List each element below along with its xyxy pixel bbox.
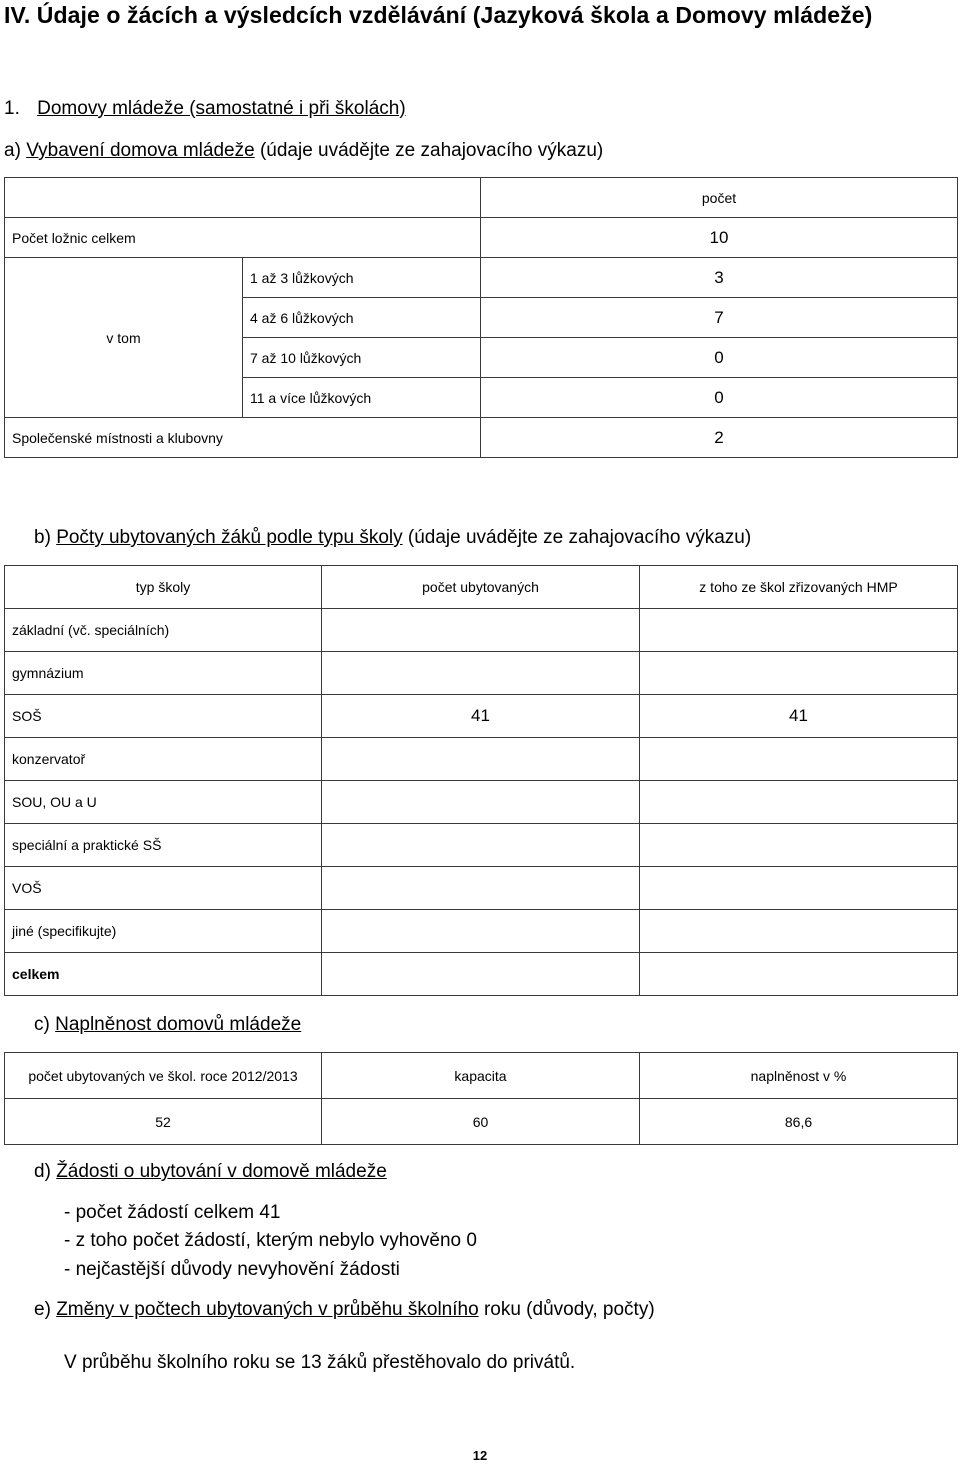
table-row bbox=[5, 781, 958, 824]
hmp-cell bbox=[640, 652, 958, 695]
hmp-cell bbox=[640, 781, 958, 824]
occupancy-value: 86,6 bbox=[640, 1099, 958, 1145]
section-e-text: V průběhu školního roku se 13 žáků přestěhovalo do privátů. bbox=[64, 1352, 576, 1373]
social-rooms-label: Společenské místnosti a klubovny bbox=[5, 418, 481, 458]
section-a-heading bbox=[4, 140, 603, 162]
applications-total: - počet žádostí celkem 41 bbox=[64, 1202, 281, 1223]
beds-1-3-label: 1 až 3 lůžkových bbox=[243, 258, 481, 298]
section-e-suffix: roku (důvody, počty) bbox=[483, 1299, 655, 1320]
table-row bbox=[5, 824, 958, 867]
social-rooms-value: 2 bbox=[481, 418, 958, 458]
section-e-prefix: e) bbox=[34, 1299, 51, 1320]
hmp-cell bbox=[640, 910, 958, 953]
school-type-total-cell: celkem bbox=[5, 953, 322, 996]
beds-7-10-label: 7 až 10 lůžkových bbox=[243, 338, 481, 378]
section-1-heading bbox=[4, 98, 406, 120]
hmp-total-cell bbox=[640, 953, 958, 996]
section-c-title: Naplněnost domovů mládeže bbox=[55, 1014, 302, 1035]
applications-rejected: - z toho počet žádostí, kterým nebylo vyhověno 0 bbox=[64, 1230, 477, 1251]
section-1-title: Domovy mládeže (samostatné i při školách) bbox=[37, 98, 406, 119]
equipment-table bbox=[4, 177, 958, 458]
table-row bbox=[5, 652, 958, 695]
table-row bbox=[5, 867, 958, 910]
section-b-prefix: b) bbox=[34, 527, 51, 548]
equipment-header-count: počet bbox=[481, 178, 958, 218]
hmp-cell bbox=[640, 824, 958, 867]
header-capacity: kapacita bbox=[322, 1053, 640, 1099]
school-type-cell: konzervatoř bbox=[5, 738, 322, 781]
hmp-cell bbox=[640, 867, 958, 910]
school-type-cell: VOŠ bbox=[5, 867, 322, 910]
rejection-reasons: - nejčastější důvody nevyhovění žádosti bbox=[64, 1259, 400, 1280]
bedrooms-total-value: 10 bbox=[481, 218, 958, 258]
beds-11-plus-label: 11 a více lůžkových bbox=[243, 378, 481, 418]
beds-4-6-value: 7 bbox=[481, 298, 958, 338]
school-type-cell: gymnázium bbox=[5, 652, 322, 695]
section-a-title: Vybavení domova mládeže bbox=[26, 140, 255, 161]
section-1-number: 1. bbox=[4, 98, 20, 119]
school-type-cell: speciální a praktické SŠ bbox=[5, 824, 322, 867]
beds-11-plus-value: 0 bbox=[481, 378, 958, 418]
count-cell bbox=[322, 910, 640, 953]
count-cell bbox=[322, 738, 640, 781]
section-e-heading bbox=[34, 1299, 655, 1321]
beds-7-10-value: 0 bbox=[481, 338, 958, 378]
hmp-cell bbox=[640, 738, 958, 781]
school-type-cell: základní (vč. speciálních) bbox=[5, 609, 322, 652]
section-d-prefix: d) bbox=[34, 1161, 51, 1182]
table-row bbox=[5, 910, 958, 953]
equipment-header-empty bbox=[5, 178, 481, 218]
header-accommodated-year: počet ubytovaných ve škol. roce 2012/2013 bbox=[5, 1053, 322, 1099]
count-cell bbox=[322, 824, 640, 867]
section-a-note: (údaje uvádějte ze zahajovacího výkazu) bbox=[259, 140, 604, 161]
header-occupancy-percent: naplněnost v % bbox=[640, 1053, 958, 1099]
section-b-title: Počty ubytovaných žáků podle typu školy bbox=[56, 527, 403, 548]
section-e-title: Změny v počtech ubytovaných v průběhu školního bbox=[56, 1299, 479, 1320]
section-c-heading bbox=[34, 1014, 301, 1036]
school-type-cell: jiné (specifikujte) bbox=[5, 910, 322, 953]
school-type-cell: SOŠ bbox=[5, 695, 322, 738]
section-d-title: Žádosti o ubytování v domově mládeže bbox=[56, 1161, 387, 1182]
page-title: IV. Údaje o žácích a výsledcích vzdělávání (Jazyková škola a Domovy mládeže) bbox=[4, 2, 873, 28]
count-cell bbox=[322, 609, 640, 652]
count-cell: 41 bbox=[322, 695, 640, 738]
header-accommodated-count: počet ubytovaných bbox=[322, 566, 640, 609]
students-by-school-table bbox=[4, 565, 958, 996]
capacity-value: 60 bbox=[322, 1099, 640, 1145]
table-row bbox=[5, 738, 958, 781]
count-cell bbox=[322, 781, 640, 824]
count-total-cell bbox=[322, 953, 640, 996]
count-cell bbox=[322, 652, 640, 695]
section-b-note: (údaje uvádějte ze zahajovacího výkazu) bbox=[407, 527, 752, 548]
school-type-cell: SOU, OU a U bbox=[5, 781, 322, 824]
page-number: 12 bbox=[472, 1448, 488, 1463]
beds-4-6-label: 4 až 6 lůžkových bbox=[243, 298, 481, 338]
table-row-total bbox=[5, 953, 958, 996]
bedrooms-total-label: Počet ložnic celkem bbox=[5, 218, 481, 258]
in-which-label: v tom bbox=[5, 258, 243, 418]
hmp-cell: 41 bbox=[640, 695, 958, 738]
header-school-type: typ školy bbox=[5, 566, 322, 609]
table-row bbox=[5, 609, 958, 652]
table-row bbox=[5, 695, 958, 738]
header-hmp-count: z toho ze škol zřizovaných HMP bbox=[640, 566, 958, 609]
beds-1-3-value: 3 bbox=[481, 258, 958, 298]
section-c-prefix: c) bbox=[34, 1014, 50, 1035]
section-a-prefix: a) bbox=[4, 140, 21, 161]
hmp-cell bbox=[640, 609, 958, 652]
occupancy-table bbox=[4, 1052, 958, 1145]
section-d-heading bbox=[34, 1161, 387, 1183]
count-cell bbox=[322, 867, 640, 910]
accommodated-value: 52 bbox=[5, 1099, 322, 1145]
section-b-heading bbox=[34, 527, 751, 549]
